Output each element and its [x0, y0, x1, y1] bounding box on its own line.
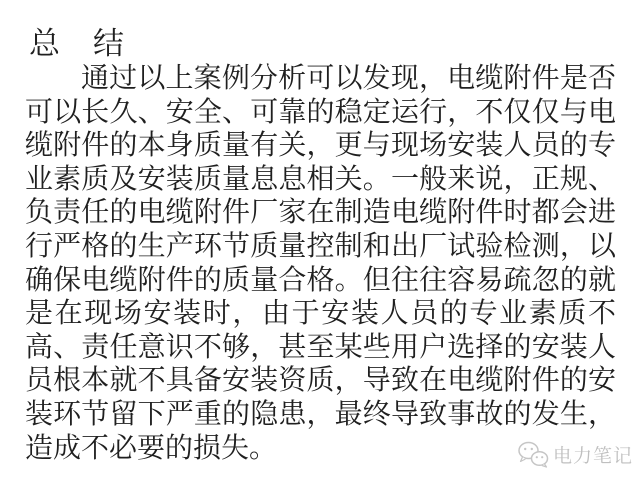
wechat-icon — [516, 440, 550, 468]
watermark-label: 电力笔记 — [552, 445, 633, 467]
body-paragraph: 通过以上案例分析可以发现，电缆附件是否可以长久、安全、可靠的稳定运行，不仅仅与电缆附件的本身质量有关，更与现场安装人员的专业素质及安装质量息息相关。一般来说，正规、负责任的电缆附件厂家在制造电缆附件时都会进行严格的生产环节质量控制和出厂试验检测，以确保电缆附件的质量合格。但往往容易疏忽的就是在现场安装时，由于安装人员的专业素质不高、责任意识不够，甚至某些用户选择的安装人员根本就不具备安装资质，导致在电缆附件的安装环节留下严重的隐患，最终导致事故的发生，造成不必要的损失。 — [25, 63, 616, 464]
page-title: 总 结 — [29, 26, 125, 61]
watermark — [516, 440, 633, 468]
